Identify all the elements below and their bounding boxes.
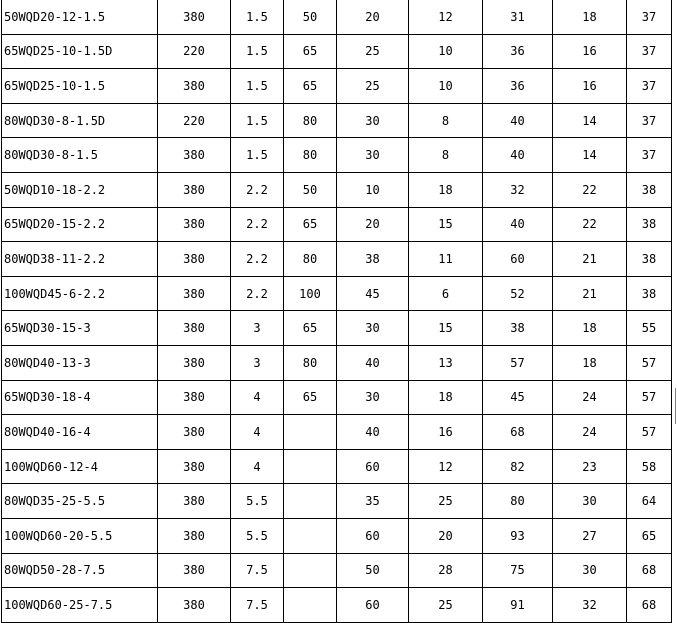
cell-weight: 38 [627,276,672,311]
cell-flow: 60 [337,449,409,484]
cell-outlet: 65 [284,380,337,415]
cell-voltage: 380 [158,415,231,450]
cell-weight: 57 [627,415,672,450]
cell-model: 100WQD60-25-7.5 [2,588,158,623]
cell-voltage: 380 [158,484,231,519]
cell-outlet: 100 [284,276,337,311]
cell-current: 32 [483,172,553,207]
cell-outlet [284,553,337,588]
cell-power: 2.2 [231,276,284,311]
cell-voltage: 220 [158,34,231,69]
cell-model: 100WQD45-6-2.2 [2,276,158,311]
cell-head: 8 [409,103,483,138]
cell-voltage: 380 [158,553,231,588]
cell-speed: 30 [553,553,627,588]
cell-current: 38 [483,311,553,346]
cell-head: 20 [409,518,483,553]
table-row [2,103,672,138]
scrollbar-edge[interactable] [675,388,676,424]
cell-voltage: 380 [158,0,231,34]
cell-power: 3 [231,345,284,380]
cell-head: 8 [409,138,483,173]
cell-head: 10 [409,69,483,104]
cell-voltage: 380 [158,345,231,380]
cell-outlet: 50 [284,0,337,34]
cell-speed: 27 [553,518,627,553]
cell-flow: 25 [337,34,409,69]
cell-weight: 37 [627,69,672,104]
cell-power: 7.5 [231,588,284,623]
cell-speed: 16 [553,69,627,104]
cell-outlet: 80 [284,138,337,173]
cell-weight: 57 [627,380,672,415]
cell-current: 80 [483,484,553,519]
cell-current: 52 [483,276,553,311]
cell-flow: 40 [337,415,409,450]
table-row [2,138,672,173]
cell-flow: 20 [337,207,409,242]
cell-weight: 37 [627,0,672,34]
cell-model: 80WQD40-16-4 [2,415,158,450]
cell-weight: 55 [627,311,672,346]
table-row [2,553,672,588]
cell-outlet: 50 [284,172,337,207]
cell-voltage: 380 [158,242,231,277]
cell-speed: 14 [553,138,627,173]
table-row [2,276,672,311]
cell-model: 65WQD30-18-4 [2,380,158,415]
cell-voltage: 380 [158,518,231,553]
cell-flow: 30 [337,380,409,415]
table-row [2,34,672,69]
cell-weight: 37 [627,103,672,138]
cell-power: 5.5 [231,484,284,519]
cell-head: 18 [409,380,483,415]
cell-current: 40 [483,138,553,173]
cell-power: 4 [231,415,284,450]
cell-voltage: 380 [158,449,231,484]
cell-outlet: 65 [284,69,337,104]
cell-model: 100WQD60-20-5.5 [2,518,158,553]
cell-power: 2.2 [231,242,284,277]
cell-model: 65WQD30-15-3 [2,311,158,346]
cell-head: 11 [409,242,483,277]
cell-voltage: 220 [158,103,231,138]
cell-power: 1.5 [231,103,284,138]
table-row [2,449,672,484]
cell-flow: 50 [337,553,409,588]
cell-head: 12 [409,0,483,34]
cell-weight: 68 [627,553,672,588]
cell-current: 91 [483,588,553,623]
cell-current: 82 [483,449,553,484]
cell-model: 80WQD30-8-1.5D [2,103,158,138]
cell-power: 4 [231,380,284,415]
cell-weight: 37 [627,138,672,173]
cell-weight: 37 [627,34,672,69]
cell-speed: 16 [553,34,627,69]
cell-flow: 60 [337,588,409,623]
table-row [2,415,672,450]
pump-spec-table-body [2,0,672,622]
cell-head: 16 [409,415,483,450]
cell-power: 5.5 [231,518,284,553]
cell-outlet [284,484,337,519]
cell-power: 3 [231,311,284,346]
cell-head: 25 [409,484,483,519]
cell-current: 68 [483,415,553,450]
table-row [2,518,672,553]
cell-flow: 25 [337,69,409,104]
cell-power: 1.5 [231,0,284,34]
cell-model: 50WQD20-12-1.5 [2,0,158,34]
cell-outlet [284,415,337,450]
cell-outlet: 65 [284,207,337,242]
cell-speed: 22 [553,172,627,207]
cell-outlet: 80 [284,103,337,138]
cell-outlet: 65 [284,34,337,69]
cell-weight: 68 [627,588,672,623]
cell-weight: 65 [627,518,672,553]
cell-voltage: 380 [158,138,231,173]
cell-current: 75 [483,553,553,588]
cell-power: 1.5 [231,34,284,69]
cell-speed: 18 [553,311,627,346]
cell-power: 7.5 [231,553,284,588]
cell-model: 80WQD38-11-2.2 [2,242,158,277]
cell-power: 1.5 [231,69,284,104]
cell-outlet: 80 [284,345,337,380]
cell-speed: 18 [553,345,627,380]
cell-speed: 22 [553,207,627,242]
cell-flow: 35 [337,484,409,519]
cell-weight: 38 [627,207,672,242]
cell-current: 40 [483,207,553,242]
cell-voltage: 380 [158,311,231,346]
cell-flow: 30 [337,138,409,173]
cell-speed: 14 [553,103,627,138]
cell-head: 25 [409,588,483,623]
cell-weight: 38 [627,172,672,207]
table-row [2,484,672,519]
cell-current: 40 [483,103,553,138]
cell-head: 18 [409,172,483,207]
cell-speed: 21 [553,242,627,277]
cell-flow: 30 [337,311,409,346]
cell-head: 15 [409,207,483,242]
cell-voltage: 380 [158,276,231,311]
table-row [2,311,672,346]
cell-flow: 45 [337,276,409,311]
cell-flow: 40 [337,345,409,380]
table-row [2,380,672,415]
cell-current: 45 [483,380,553,415]
cell-current: 60 [483,242,553,277]
table-row [2,172,672,207]
cell-current: 57 [483,345,553,380]
cell-flow: 10 [337,172,409,207]
cell-outlet [284,449,337,484]
pump-spec-table [1,0,672,623]
cell-model: 65WQD25-10-1.5D [2,34,158,69]
cell-weight: 57 [627,345,672,380]
cell-speed: 24 [553,380,627,415]
cell-speed: 21 [553,276,627,311]
table-row [2,0,672,34]
cell-current: 93 [483,518,553,553]
cell-model: 80WQD40-13-3 [2,345,158,380]
cell-outlet [284,518,337,553]
cell-head: 10 [409,34,483,69]
cell-weight: 64 [627,484,672,519]
cell-head: 15 [409,311,483,346]
table-row [2,242,672,277]
cell-voltage: 380 [158,588,231,623]
cell-power: 1.5 [231,138,284,173]
cell-voltage: 380 [158,207,231,242]
cell-weight: 58 [627,449,672,484]
cell-current: 36 [483,69,553,104]
cell-head: 13 [409,345,483,380]
table-row [2,207,672,242]
cell-head: 12 [409,449,483,484]
cell-head: 6 [409,276,483,311]
cell-voltage: 380 [158,172,231,207]
cell-flow: 60 [337,518,409,553]
cell-voltage: 380 [158,69,231,104]
cell-flow: 30 [337,103,409,138]
cell-speed: 24 [553,415,627,450]
cell-model: 80WQD50-28-7.5 [2,553,158,588]
cell-outlet: 80 [284,242,337,277]
cell-weight: 38 [627,242,672,277]
cell-current: 31 [483,0,553,34]
cell-flow: 38 [337,242,409,277]
cell-current: 36 [483,34,553,69]
cell-model: 50WQD10-18-2.2 [2,172,158,207]
cell-model: 65WQD25-10-1.5 [2,69,158,104]
cell-model: 80WQD30-8-1.5 [2,138,158,173]
cell-head: 28 [409,553,483,588]
cell-speed: 18 [553,0,627,34]
cell-model: 80WQD35-25-5.5 [2,484,158,519]
cell-power: 2.2 [231,207,284,242]
cell-voltage: 380 [158,380,231,415]
table-row [2,345,672,380]
cell-speed: 30 [553,484,627,519]
cell-speed: 23 [553,449,627,484]
cell-outlet: 65 [284,311,337,346]
cell-power: 2.2 [231,172,284,207]
cell-model: 65WQD20-15-2.2 [2,207,158,242]
cell-model: 100WQD60-12-4 [2,449,158,484]
cell-flow: 20 [337,0,409,34]
table-row [2,69,672,104]
cell-power: 4 [231,449,284,484]
cell-speed: 32 [553,588,627,623]
